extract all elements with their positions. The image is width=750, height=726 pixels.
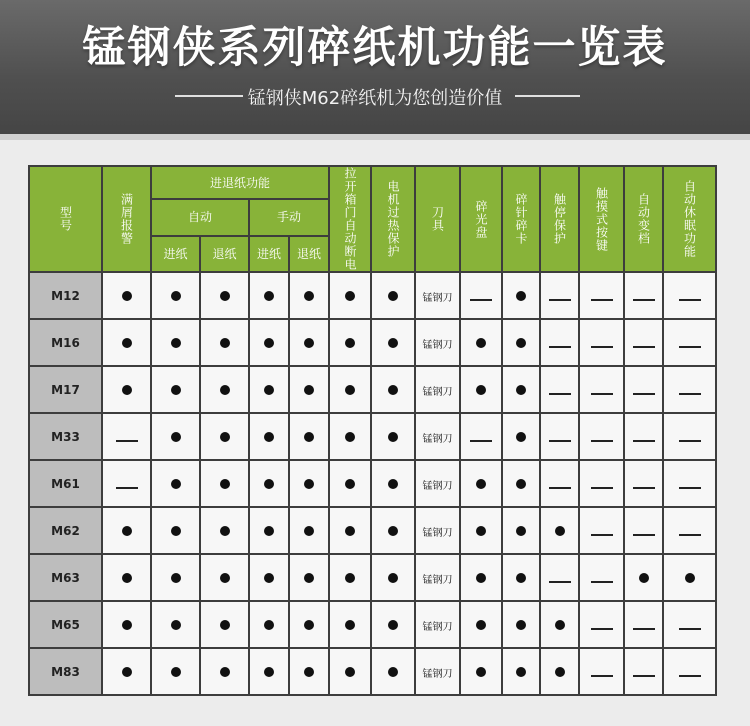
feature-cell [580,649,623,694]
supported-dot-icon [516,526,526,536]
feature-cell [625,602,662,647]
supported-dot-icon [476,526,486,536]
unsupported-dash-icon [591,299,613,301]
supported-dot-icon [171,385,181,395]
supported-dot-icon [304,667,314,677]
supported-dot-icon [345,479,355,489]
model-cell: M17 [30,367,101,412]
feature-cell [541,555,578,600]
supported-dot-icon [516,667,526,677]
feature-cell [461,602,501,647]
unsupported-dash-icon [591,440,613,442]
feature-cell [416,320,459,365]
supported-dot-icon [388,291,398,301]
feature-cell [372,367,414,412]
supported-dot-icon [388,573,398,583]
feature-cell [250,508,288,553]
model-cell: M16 [30,320,101,365]
feature-cell [503,414,539,459]
feature-cell [372,273,414,318]
unsupported-dash-icon [633,299,655,301]
supported-dot-icon [171,620,181,630]
feature-cell [416,555,459,600]
feature-cell [416,414,459,459]
supported-dot-icon [516,479,526,489]
blade-label: 锰钢刀 [422,528,453,539]
table-row [30,555,715,600]
feature-cell [103,414,150,459]
feature-cell [580,461,623,506]
feature-cell [664,367,715,412]
feature-cell [372,649,414,694]
header-auto-feed-in: 进纸 [152,237,199,271]
feature-cell [580,273,623,318]
title-banner [0,0,750,134]
feature-cell [152,602,199,647]
feature-cell [541,602,578,647]
supported-dot-icon [171,526,181,536]
unsupported-dash-icon [633,628,655,630]
supported-dot-icon [476,573,486,583]
header-motor-protect: 电机过热保护 [372,167,414,271]
header-pin-card: 碎针碎卡 [503,167,539,271]
feature-cell [103,555,150,600]
unsupported-dash-icon [591,393,613,395]
unsupported-dash-icon [679,675,701,677]
supported-dot-icon [345,385,355,395]
model-cell: M83 [30,649,101,694]
supported-dot-icon [345,338,355,348]
supported-dot-icon [264,667,274,677]
unsupported-dash-icon [591,628,613,630]
feature-cell [541,273,578,318]
unsupported-dash-icon [549,487,571,489]
feature-cell [664,555,715,600]
supported-dot-icon [639,573,649,583]
blade-label: 锰钢刀 [422,669,453,680]
feature-cell [461,273,501,318]
table-row [30,508,715,553]
supported-dot-icon [264,620,274,630]
supported-dot-icon [388,526,398,536]
feature-cell [103,508,150,553]
feature-cell [250,367,288,412]
header-full-alarm: 满屑报警 [103,167,150,271]
supported-dot-icon [171,432,181,442]
feature-cell [625,649,662,694]
unsupported-dash-icon [679,487,701,489]
unsupported-dash-icon [679,346,701,348]
feature-cell [103,320,150,365]
subtitle-divider-right [515,95,580,97]
feature-comparison-table [28,165,717,696]
feature-cell [625,555,662,600]
feature-cell [330,320,370,365]
feature-cell [201,414,248,459]
supported-dot-icon [555,526,565,536]
supported-dot-icon [304,620,314,630]
header-manual: 手动 [250,200,328,234]
feature-cell [201,320,248,365]
supported-dot-icon [264,526,274,536]
feature-cell [461,508,501,553]
feature-cell [580,367,623,412]
feature-cell [503,320,539,365]
feature-cell [461,649,501,694]
page-title: 锰钢侠系列碎纸机功能一览表 [82,23,668,73]
feature-cell [250,320,288,365]
supported-dot-icon [122,573,132,583]
model-cell: M65 [30,602,101,647]
feature-cell [461,320,501,365]
feature-cell [330,414,370,459]
feature-cell [664,649,715,694]
feature-cell [290,508,328,553]
feature-cell [152,367,199,412]
model-cell: M12 [30,273,101,318]
table-row [30,649,715,694]
supported-dot-icon [476,385,486,395]
unsupported-dash-icon [591,581,613,583]
unsupported-dash-icon [549,393,571,395]
feature-cell [625,461,662,506]
header-auto-gear: 自动变档 [625,167,662,271]
supported-dot-icon [516,573,526,583]
feature-cell [290,555,328,600]
table-row [30,461,715,506]
header-cd: 碎光盘 [461,167,501,271]
feature-cell [580,555,623,600]
feature-cell [664,273,715,318]
feature-cell [103,367,150,412]
feature-cell [664,414,715,459]
supported-dot-icon [388,432,398,442]
feature-cell [541,508,578,553]
supported-dot-icon [345,573,355,583]
supported-dot-icon [685,573,695,583]
feature-cell [201,649,248,694]
feature-cell [290,414,328,459]
feature-cell [416,367,459,412]
table-row [30,367,715,412]
feature-cell [580,508,623,553]
feature-cell [152,555,199,600]
table-row [30,602,715,647]
supported-dot-icon [516,338,526,348]
feature-cell [290,273,328,318]
feature-cell [625,320,662,365]
feature-cell [103,273,150,318]
supported-dot-icon [476,338,486,348]
supported-dot-icon [304,432,314,442]
feature-cell [416,508,459,553]
feature-cell [250,273,288,318]
supported-dot-icon [304,526,314,536]
feature-cell [580,602,623,647]
feature-cell [503,602,539,647]
unsupported-dash-icon [679,393,701,395]
blade-label: 锰钢刀 [422,481,453,492]
supported-dot-icon [264,338,274,348]
unsupported-dash-icon [679,534,701,536]
supported-dot-icon [476,620,486,630]
feature-cell [503,555,539,600]
feature-cell [372,461,414,506]
supported-dot-icon [220,479,230,489]
supported-dot-icon [122,385,132,395]
feature-cell [201,555,248,600]
feature-cell [290,367,328,412]
feature-cell [372,508,414,553]
feature-cell [152,649,199,694]
feature-cell [103,461,150,506]
header-auto-feed-out: 退纸 [201,237,248,271]
supported-dot-icon [122,526,132,536]
supported-dot-icon [171,667,181,677]
supported-dot-icon [304,385,314,395]
feature-cell [152,320,199,365]
feature-cell [503,461,539,506]
supported-dot-icon [304,479,314,489]
supported-dot-icon [345,667,355,677]
unsupported-dash-icon [591,346,613,348]
unsupported-dash-icon [549,440,571,442]
feature-cell [330,461,370,506]
feature-cell [541,461,578,506]
header-blade: 刀具 [416,167,459,271]
feature-cell [250,461,288,506]
feature-cell [330,273,370,318]
blade-label: 锰钢刀 [422,434,453,445]
feature-cell [290,649,328,694]
supported-dot-icon [122,291,132,301]
supported-dot-icon [264,573,274,583]
feature-cell [461,414,501,459]
unsupported-dash-icon [116,440,138,442]
supported-dot-icon [171,338,181,348]
supported-dot-icon [516,432,526,442]
model-cell: M33 [30,414,101,459]
supported-dot-icon [345,620,355,630]
feature-cell [103,602,150,647]
supported-dot-icon [122,620,132,630]
feature-cell [541,414,578,459]
supported-dot-icon [264,432,274,442]
header-model: 型号 [30,167,101,271]
header-manual-feed-out: 退纸 [290,237,328,271]
feature-cell [372,555,414,600]
unsupported-dash-icon [679,299,701,301]
feature-cell [541,320,578,365]
header-door-cutoff: 拉开箱门自动断电 [330,167,370,271]
header-touch-key: 触摸式按键 [580,167,623,271]
feature-cell [330,602,370,647]
unsupported-dash-icon [633,440,655,442]
unsupported-dash-icon [549,581,571,583]
blade-label: 锰钢刀 [422,293,453,304]
supported-dot-icon [516,291,526,301]
feature-cell [201,508,248,553]
feature-cell [250,414,288,459]
supported-dot-icon [516,385,526,395]
feature-cell [290,320,328,365]
supported-dot-icon [516,620,526,630]
unsupported-dash-icon [633,393,655,395]
unsupported-dash-icon [591,487,613,489]
feature-cell [250,555,288,600]
supported-dot-icon [388,338,398,348]
feature-cell [152,273,199,318]
feature-cell [625,508,662,553]
supported-dot-icon [264,291,274,301]
blade-label: 锰钢刀 [422,340,453,351]
feature-cell [416,649,459,694]
supported-dot-icon [264,385,274,395]
page-subtitle: 锰钢侠M62碎纸机为您创造价值 [247,88,503,109]
feature-cell [580,320,623,365]
feature-cell [250,602,288,647]
feature-cell [250,649,288,694]
unsupported-dash-icon [116,487,138,489]
unsupported-dash-icon [591,534,613,536]
model-cell: M62 [30,508,101,553]
supported-dot-icon [388,620,398,630]
blade-label: 锰钢刀 [422,387,453,398]
unsupported-dash-icon [633,487,655,489]
feature-cell [290,461,328,506]
feature-cell [580,414,623,459]
supported-dot-icon [264,479,274,489]
unsupported-dash-icon [549,346,571,348]
supported-dot-icon [555,667,565,677]
feature-cell [541,367,578,412]
feature-cell [503,508,539,553]
feature-cell [416,602,459,647]
feature-cell [201,461,248,506]
feature-cell [201,602,248,647]
header-auto: 自动 [152,200,248,234]
feature-cell [330,649,370,694]
unsupported-dash-icon [591,675,613,677]
feature-cell [461,555,501,600]
feature-cell [461,461,501,506]
supported-dot-icon [304,291,314,301]
blade-label: 锰钢刀 [422,575,453,586]
blade-label: 锰钢刀 [422,622,453,633]
supported-dot-icon [220,338,230,348]
supported-dot-icon [220,667,230,677]
unsupported-dash-icon [633,534,655,536]
feature-cell [103,649,150,694]
unsupported-dash-icon [679,440,701,442]
table-row [30,320,715,365]
header-sleep: 自动休眠功能 [664,167,715,271]
unsupported-dash-icon [633,346,655,348]
supported-dot-icon [122,338,132,348]
feature-cell [330,555,370,600]
supported-dot-icon [171,291,181,301]
banner-shadow-band [0,134,750,140]
feature-cell [503,367,539,412]
feature-cell [461,367,501,412]
feature-cell [503,273,539,318]
supported-dot-icon [220,620,230,630]
feature-cell [330,367,370,412]
unsupported-dash-icon [679,628,701,630]
feature-cell [664,320,715,365]
unsupported-dash-icon [470,299,492,301]
feature-cell [152,508,199,553]
header-touch-stop: 触停保护 [541,167,578,271]
supported-dot-icon [171,573,181,583]
supported-dot-icon [345,291,355,301]
supported-dot-icon [304,573,314,583]
feature-cell [201,367,248,412]
feature-cell [664,508,715,553]
supported-dot-icon [388,667,398,677]
feature-cell [152,461,199,506]
feature-cell [625,367,662,412]
supported-dot-icon [220,432,230,442]
supported-dot-icon [220,385,230,395]
supported-dot-icon [220,526,230,536]
header-feed-group: 进退纸功能 [152,167,328,198]
supported-dot-icon [345,526,355,536]
header-manual-feed-in: 进纸 [250,237,288,271]
feature-cell [416,461,459,506]
supported-dot-icon [476,667,486,677]
supported-dot-icon [388,385,398,395]
supported-dot-icon [555,620,565,630]
feature-cell [201,273,248,318]
feature-cell [330,508,370,553]
table-row [30,414,715,459]
feature-cell [503,649,539,694]
table-row [30,273,715,318]
supported-dot-icon [345,432,355,442]
feature-cell [625,414,662,459]
supported-dot-icon [304,338,314,348]
supported-dot-icon [476,479,486,489]
feature-cell [416,273,459,318]
supported-dot-icon [220,573,230,583]
model-cell: M61 [30,461,101,506]
feature-cell [290,602,328,647]
feature-cell [372,320,414,365]
model-cell: M63 [30,555,101,600]
supported-dot-icon [388,479,398,489]
unsupported-dash-icon [470,440,492,442]
supported-dot-icon [171,479,181,489]
unsupported-dash-icon [633,675,655,677]
feature-cell [152,414,199,459]
unsupported-dash-icon [549,299,571,301]
feature-cell [372,602,414,647]
feature-cell [372,414,414,459]
feature-cell [664,602,715,647]
feature-cell [541,649,578,694]
supported-dot-icon [122,667,132,677]
feature-cell [664,461,715,506]
feature-cell [625,273,662,318]
supported-dot-icon [220,291,230,301]
